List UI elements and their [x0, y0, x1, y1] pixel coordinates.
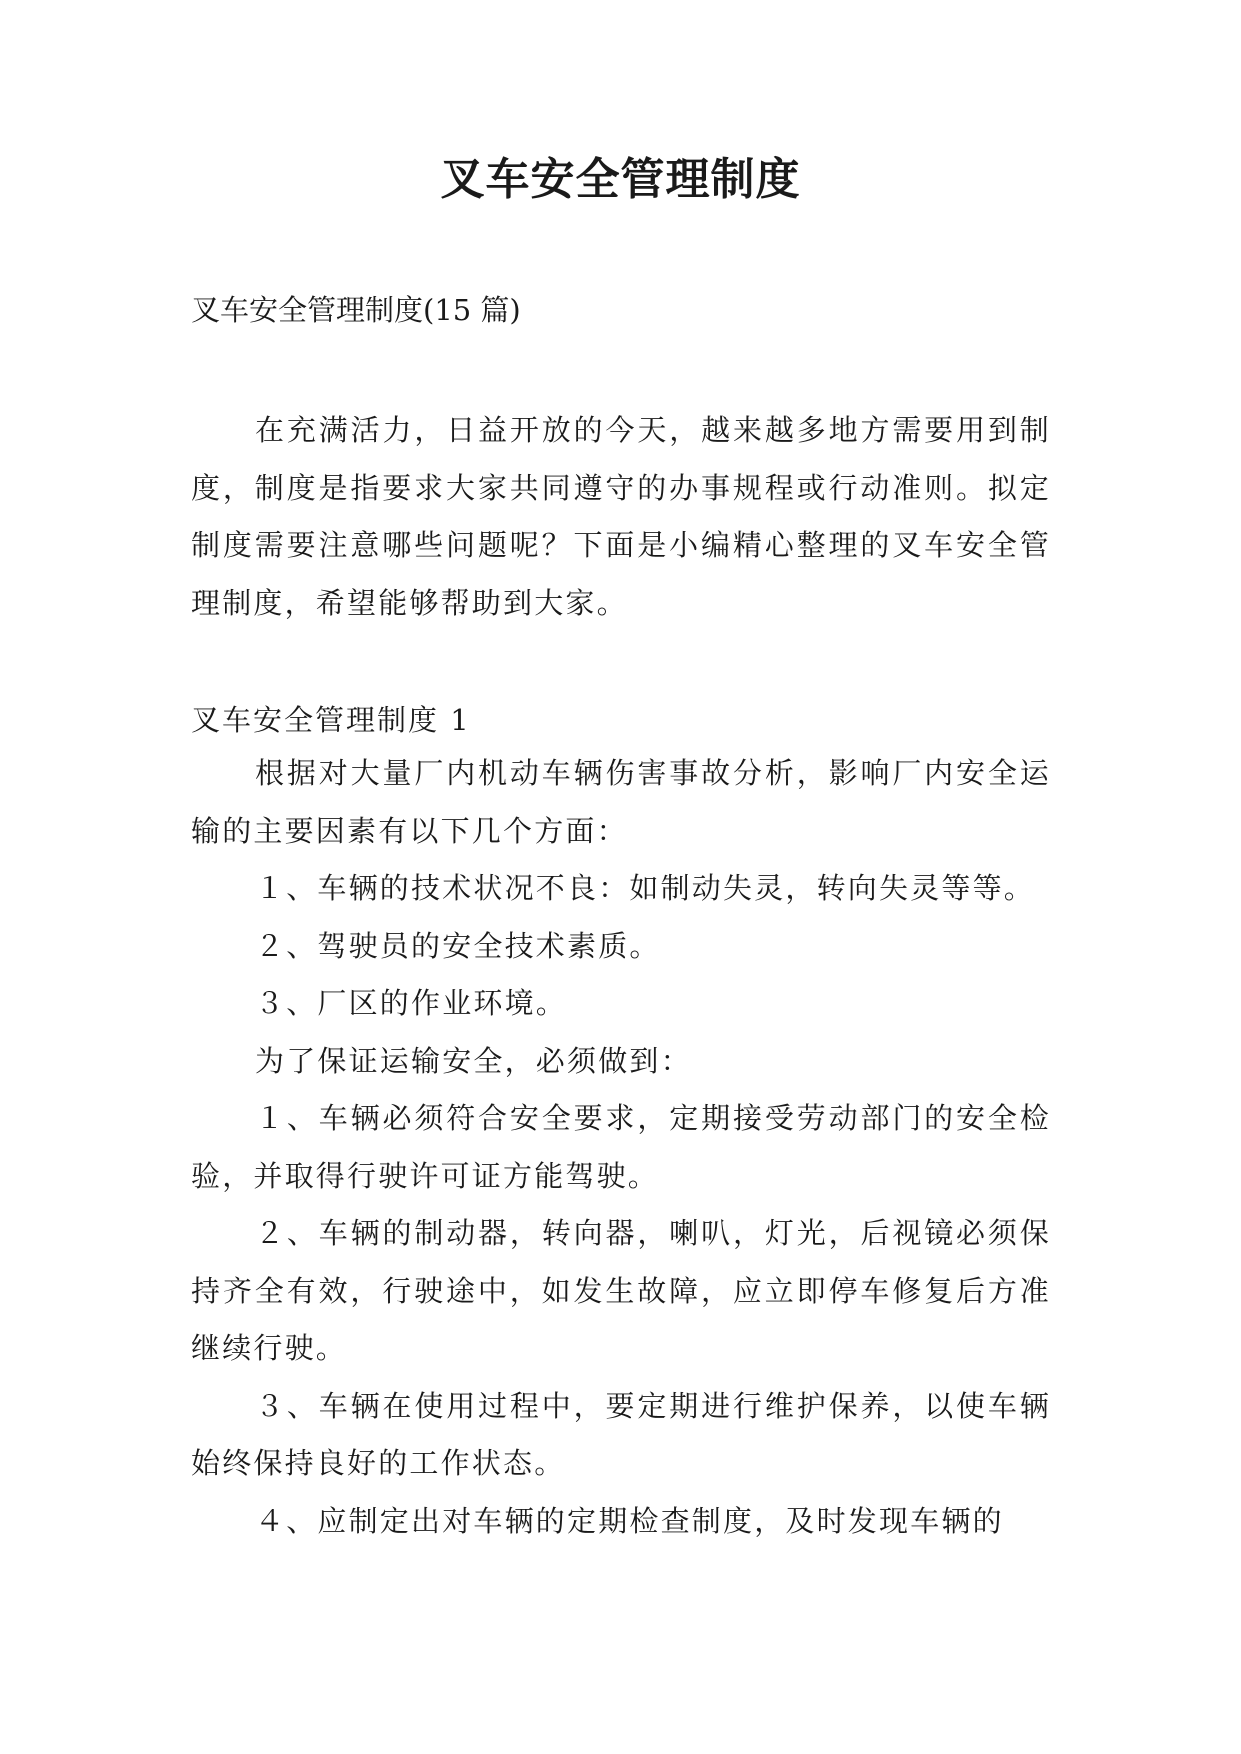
body-list-item: ３、车辆在使用过程中，要定期进行维护保养，以使车辆始终保持良好的工作状态。: [191, 1388, 1051, 1480]
body-list-item: １、车辆的技术状况不良：如制动失灵，转向失灵等等。: [255, 871, 1036, 905]
body-paragraph: 为了保证运输安全，必须做到：: [255, 1043, 692, 1078]
section-body: [191, 745, 1051, 1550]
body-paragraph: 根据对大量厂内机动车辆伤害事故分析，影响厂内安全运输的主要因素有以下几个方面：: [191, 756, 1051, 848]
document-subtitle: 叉车安全管理制度(15 篇): [191, 293, 521, 327]
section-heading: 叉车安全管理制度 1: [191, 703, 471, 737]
document-title: 叉车安全管理制度: [440, 154, 801, 205]
body-list-item: ４、应制定出对车辆的定期检查制度，及时发现车辆的: [255, 1503, 1004, 1538]
body-list-item: １、车辆必须符合安全要求，定期接受劳动部门的安全检验，并取得行驶许可证方能驾驶。: [191, 1101, 1051, 1193]
body-list-item: ２、车辆的制动器，转向器，喇叭，灯光，后视镜必须保持齐全有效，行驶途中，如发生故障，应立即停车修复后方准继续行驶。: [191, 1216, 1051, 1365]
intro-paragraph: 在充满活力，日益开放的今天，越来越多地方需要用到制度，制度是指要求大家共同遵守的办事规程或行动准则。拟定制度需要注意哪些问题呢？下面是小编精心整理的叉车安全管理制度，希望能够帮助到大家。: [191, 413, 1051, 620]
body-list-item: ２、驾驶员的安全技术素质。: [255, 928, 661, 963]
body-list-item: ３、厂区的作业环境。: [255, 986, 568, 1020]
